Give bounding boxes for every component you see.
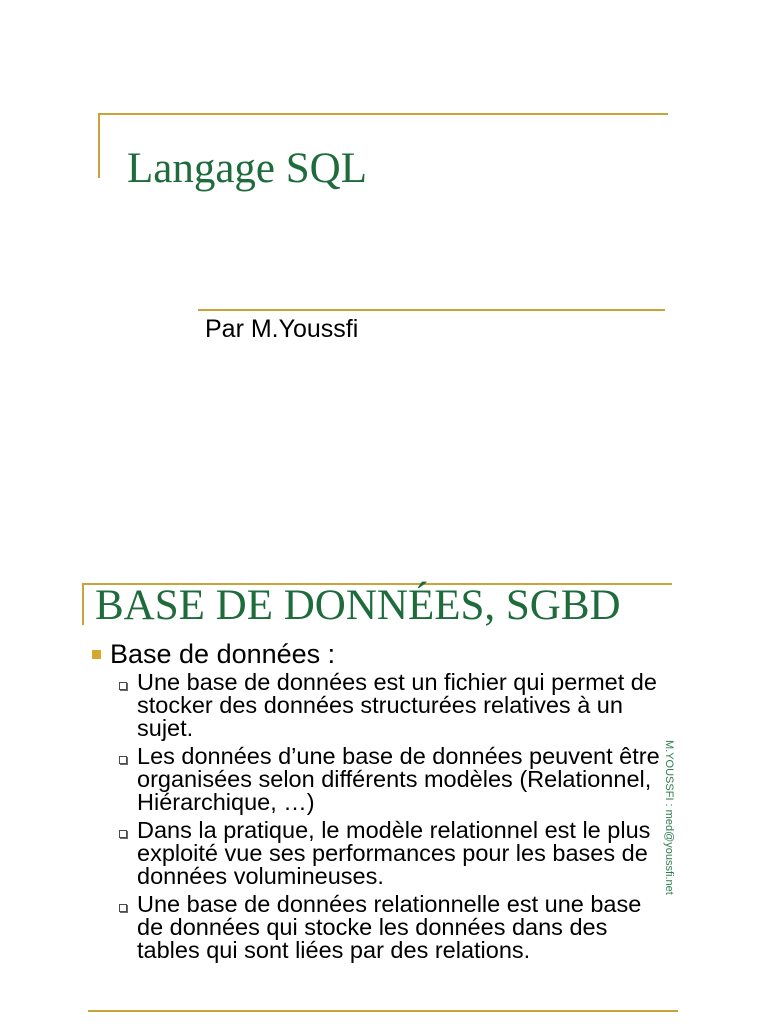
bottom-rule	[88, 1010, 678, 1012]
list-item-line: stocker des données structurées relatives à un	[137, 692, 623, 718]
hollow-square-bullet-icon	[119, 756, 127, 764]
list-item-line: exploité vue ses performances pour les bases de	[137, 840, 648, 866]
slide-1-top-rule	[98, 113, 668, 115]
list-item-line: Une base de données est un fichier qui permet de	[137, 669, 657, 695]
slide-1-left-rule	[98, 113, 100, 178]
list-item-line: tables qui sont liées par des relations.	[137, 937, 531, 963]
hollow-square-bullet-icon	[119, 904, 127, 912]
bullet-heading: Base de données :	[110, 639, 336, 669]
list-item-line: sujet.	[137, 715, 194, 741]
list-item	[137, 893, 660, 962]
list-item	[137, 819, 660, 888]
sub-bullet-list	[137, 671, 660, 962]
list-item-line: données volumineuses.	[137, 863, 384, 889]
list-item	[137, 745, 660, 814]
list-item-line: Les données d’une base de données peuvent être	[137, 743, 660, 769]
list-item-line: Dans la pratique, le modèle relationnel est le plus	[137, 817, 651, 843]
slide-1-subtitle: Par M.Youssfi	[205, 315, 359, 343]
slide-2-title: BASE DE DONNÉES, SGBD	[95, 582, 621, 629]
list-item-line: de données qui stocke les données dans des	[137, 914, 608, 940]
slide-1-title: Langage SQL	[127, 145, 368, 192]
hollow-square-bullet-icon	[119, 682, 127, 690]
slide-1-subtitle-rule	[198, 309, 665, 311]
list-item-line: Hiérarchique, …)	[137, 789, 315, 815]
list-item-line: Une base de données relationnelle est une base	[137, 891, 642, 917]
slide-2-left-rule	[82, 583, 84, 625]
hollow-square-bullet-icon	[119, 830, 127, 838]
list-item-line: organisées selon différents modèles (Relationnel,	[137, 766, 652, 792]
author-side-note: M.YOUSSFI : med@youssfi.net	[663, 740, 675, 895]
gold-square-bullet-icon	[92, 650, 101, 659]
list-item	[137, 671, 660, 740]
